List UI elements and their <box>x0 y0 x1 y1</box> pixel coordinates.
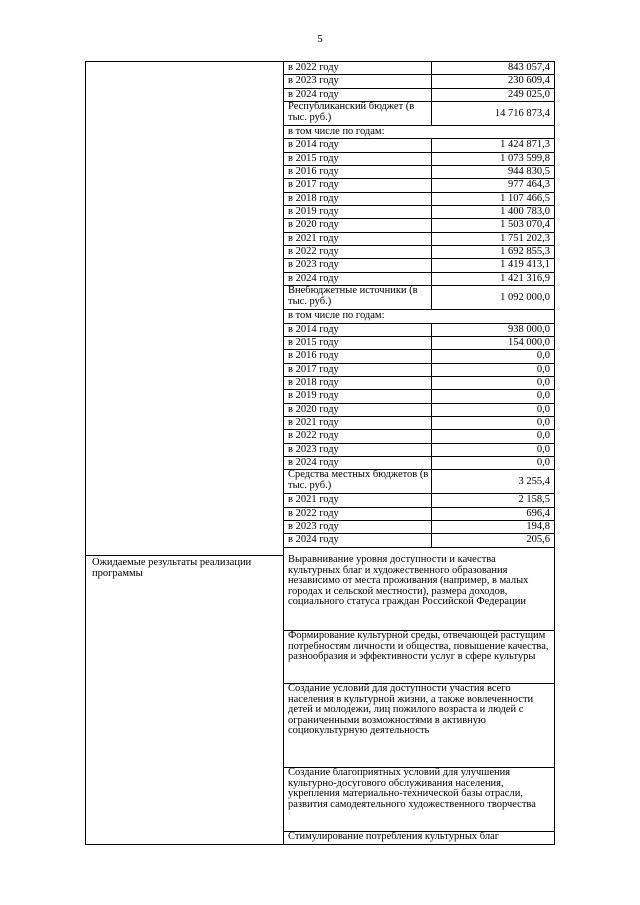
finance-row-value: 1 419 413,1 <box>500 259 550 271</box>
finance-row-label: в 2024 году <box>284 273 432 285</box>
finance-row <box>284 75 554 88</box>
finance-row-value: 1 424 871,3 <box>500 139 550 151</box>
finance-row <box>284 444 554 457</box>
results-list <box>284 555 554 845</box>
finance-row <box>284 364 554 377</box>
finance-row-value: 696,4 <box>526 507 550 519</box>
finance-row-label: в том числе по годам: <box>288 310 385 322</box>
finance-row-value: 944 830,5 <box>508 166 550 178</box>
finance-row-label: в 2022 году <box>284 508 432 520</box>
finance-row-label: в 2020 году <box>284 404 432 416</box>
finance-row-label: в 2023 году <box>284 259 432 271</box>
finance-row-label: в 2015 году <box>284 337 432 349</box>
finance-row-label: в 2023 году <box>284 75 432 87</box>
finance-row-value: 1 421 316,9 <box>500 272 550 284</box>
finance-row-label: в 2023 году <box>284 444 432 456</box>
finance-row-label: в 2022 году <box>284 62 432 74</box>
finance-row <box>284 494 554 507</box>
finance-row <box>284 286 554 310</box>
finance-row <box>284 193 554 206</box>
finance-row-label: в 2018 году <box>284 193 432 205</box>
finance-row <box>284 206 554 219</box>
result-item: Создание условий для доступности участия всего населения в культурной жизни, а также вовлеченности детей и молодежи, лиц пожилого возраста и людей с ограниченными возможностями в активную социокультурную деятельность <box>284 683 554 767</box>
program-table <box>85 61 555 845</box>
finance-row <box>284 521 554 534</box>
finance-row <box>284 166 554 179</box>
finance-row-label: в 2022 году <box>284 430 432 442</box>
result-item: Стимулирование потребления культурных благ <box>284 831 554 845</box>
finance-row-value: 14 716 873,4 <box>494 108 550 120</box>
finance-row-value: 1 692 855,3 <box>500 246 550 258</box>
result-item: Формирование культурной среды, отвечающей растущим потребностям личности и общества, повышение качества, разнообразия и эффективности услуг в сфере культуры <box>284 630 554 683</box>
finance-row-value: 843 057,4 <box>508 62 550 73</box>
finance-row <box>284 337 554 350</box>
finance-row-label: в том числе по годам: <box>288 126 385 138</box>
finance-row-value: 938 000,0 <box>508 323 550 335</box>
finance-row <box>284 310 554 323</box>
finance-row <box>284 179 554 192</box>
finance-row <box>284 377 554 390</box>
finance-row <box>284 470 554 494</box>
finance-row-label: Республиканский бюджет (в тыс. руб.) <box>284 102 432 125</box>
finance-row-label: в 2014 году <box>284 139 432 151</box>
finance-row <box>284 534 554 547</box>
results-separator <box>86 555 283 556</box>
finance-row <box>284 404 554 417</box>
finance-row-value: 0,0 <box>536 456 550 468</box>
finance-row-value: 0,0 <box>536 443 550 455</box>
finance-row-value: 0,0 <box>536 403 550 415</box>
finance-row-label: в 2021 году <box>284 494 432 506</box>
finance-row-label: в 2018 году <box>284 377 432 389</box>
finance-row <box>284 246 554 259</box>
result-item: Создание благоприятных условий для улучшения культурно-досугового обслуживания населения, укрепления материально-технической базы отрасли, развития самодеятельного художественного творчества <box>284 767 554 831</box>
finance-row <box>284 273 554 286</box>
results-label: Ожидаемые результаты реализации программы <box>92 557 252 579</box>
finance-row-value: 0,0 <box>536 430 550 442</box>
finance-row <box>284 350 554 363</box>
finance-row <box>284 430 554 443</box>
finance-row <box>284 508 554 521</box>
finance-row-label: в 2023 году <box>284 521 432 533</box>
finance-row-label: в 2021 году <box>284 233 432 245</box>
finance-row-label: в 2014 году <box>284 324 432 336</box>
finance-row <box>284 259 554 272</box>
finance-row-value: 977 464,3 <box>508 179 550 191</box>
finance-row-label: в 2024 году <box>284 457 432 469</box>
finance-row-label: в 2020 году <box>284 219 432 231</box>
page-number: 5 <box>317 33 323 45</box>
finance-row-label: в 2016 году <box>284 166 432 178</box>
financing-rows <box>284 62 554 548</box>
finance-row <box>284 153 554 166</box>
finance-row-value: 1 400 783,0 <box>500 206 550 218</box>
finance-row <box>284 126 554 139</box>
finance-row-value: 154 000,0 <box>508 336 550 348</box>
finance-row <box>284 219 554 232</box>
finance-row-label: в 2017 году <box>284 364 432 376</box>
finance-row-label: в 2024 году <box>284 534 432 546</box>
finance-row <box>284 457 554 470</box>
finance-row-label: в 2022 году <box>284 246 432 258</box>
finance-row-value: 0,0 <box>536 363 550 375</box>
finance-row-label: в 2017 году <box>284 179 432 191</box>
finance-row <box>284 62 554 75</box>
finance-row-value: 1 092 000,0 <box>500 292 550 304</box>
finance-row-value: 1 073 599,8 <box>500 152 550 164</box>
finance-row-value: 0,0 <box>536 416 550 428</box>
finance-row-label: Средства местных бюджетов (в тыс. руб.) <box>284 470 432 493</box>
finance-row <box>284 390 554 403</box>
finance-row-label: в 2024 году <box>284 89 432 101</box>
finance-row-value: 205,6 <box>526 534 550 546</box>
finance-row-label: в 2021 году <box>284 417 432 429</box>
finance-row-value: 2 158,5 <box>518 494 550 506</box>
finance-row-value: 194,8 <box>526 520 550 532</box>
finance-row <box>284 233 554 246</box>
finance-row-value: 0,0 <box>536 390 550 402</box>
finance-row <box>284 324 554 337</box>
finance-row-value: 1 503 070,4 <box>500 219 550 231</box>
finance-row-value: 0,0 <box>536 376 550 388</box>
finance-row <box>284 89 554 102</box>
finance-row <box>284 139 554 152</box>
finance-row-label: в 2019 году <box>284 390 432 402</box>
finance-row-value: 1 107 466,5 <box>500 192 550 204</box>
finance-row-value: 249 025,0 <box>508 88 550 100</box>
finance-row-label: в 2015 году <box>284 153 432 165</box>
finance-row-value: 0,0 <box>536 350 550 362</box>
finance-row <box>284 102 554 126</box>
finance-row-value: 3 255,4 <box>518 476 550 488</box>
finance-row <box>284 417 554 430</box>
result-item: Выравнивание уровня доступности и качества культурных благ и художественного образования независимо от места проживания (например, в малых городах и сельской местности), размера доходов, социального статуса граждан Российской Федерации <box>288 555 529 607</box>
finance-row-label: в 2016 году <box>284 350 432 362</box>
finance-row-label: в 2019 году <box>284 206 432 218</box>
finance-row-label: Внебюджетные источники (в тыс. руб.) <box>284 286 432 309</box>
finance-row-value: 1 751 202,3 <box>500 232 550 244</box>
finance-row-value: 230 609,4 <box>508 75 550 87</box>
